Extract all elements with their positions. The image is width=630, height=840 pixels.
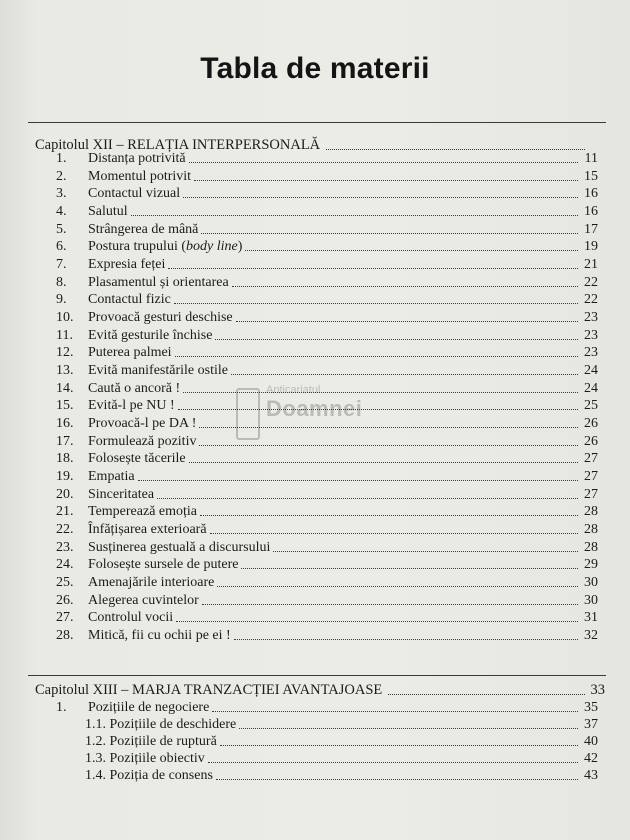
entry-page-number: 22 bbox=[584, 274, 598, 290]
dot-leader bbox=[388, 694, 584, 695]
dot-leader bbox=[210, 533, 578, 534]
entry-number: 12. bbox=[56, 345, 74, 361]
entry-page-number: 23 bbox=[584, 309, 598, 325]
entry-page-number: 42 bbox=[584, 751, 598, 767]
entry-number: 11. bbox=[56, 327, 73, 343]
dot-leader bbox=[183, 197, 578, 198]
entry-number: 2. bbox=[56, 168, 67, 184]
entry-page-number: 17 bbox=[584, 221, 598, 237]
toc-entry[interactable] bbox=[56, 185, 598, 202]
dot-leader bbox=[200, 515, 578, 516]
entry-number: 20. bbox=[56, 486, 74, 502]
chapter-page-number: 33 bbox=[590, 682, 605, 698]
page-title: Tabla de materii bbox=[200, 52, 430, 85]
entry-title: Evită manifestările ostile bbox=[88, 362, 228, 378]
entry-number: 14. bbox=[56, 380, 74, 396]
dot-leader bbox=[157, 498, 578, 499]
toc-entry[interactable] bbox=[85, 716, 598, 733]
entry-title: Evită gesturile închise bbox=[88, 327, 213, 343]
entry-title: Sinceritatea bbox=[88, 486, 155, 502]
entry-page-number: 37 bbox=[584, 717, 598, 733]
dot-leader bbox=[178, 409, 578, 410]
dot-leader bbox=[189, 462, 578, 463]
entry-title: Folosește tăcerile bbox=[88, 451, 186, 467]
entry-title: 1.2. Pozițiile de ruptură bbox=[85, 734, 217, 750]
entry-title: Amenajările interioare bbox=[88, 574, 215, 590]
dot-leader bbox=[236, 321, 578, 322]
section-divider bbox=[28, 675, 606, 676]
entry-page-number: 30 bbox=[584, 574, 598, 590]
entry-page-number: 27 bbox=[584, 468, 598, 484]
entry-number: 9. bbox=[56, 292, 67, 308]
dot-leader bbox=[202, 604, 578, 605]
dot-leader bbox=[239, 728, 578, 729]
toc-entry[interactable] bbox=[56, 397, 598, 414]
entry-page-number: 25 bbox=[584, 398, 598, 414]
toc-entry[interactable] bbox=[56, 574, 598, 591]
entry-page-number: 30 bbox=[584, 592, 598, 608]
toc-entry[interactable] bbox=[56, 203, 598, 220]
entry-number: 18. bbox=[56, 451, 74, 467]
entry-title: Mitică, fii cu ochii pe ei ! bbox=[88, 627, 231, 643]
dot-leader bbox=[175, 356, 578, 357]
entry-title: Pozițiile de negociere bbox=[88, 700, 210, 715]
dot-leader bbox=[273, 551, 578, 552]
entry-number: 13. bbox=[56, 362, 74, 378]
dot-leader bbox=[138, 480, 578, 481]
entry-page-number: 27 bbox=[584, 451, 598, 467]
toc-entry[interactable] bbox=[56, 592, 598, 609]
entry-title: Temperează emoția bbox=[88, 504, 198, 520]
toc-entry[interactable] bbox=[56, 433, 598, 450]
toc-entry[interactable] bbox=[56, 539, 598, 556]
dot-leader bbox=[199, 427, 578, 428]
entry-number: 7. bbox=[56, 256, 67, 272]
entry-title: Contactul vizual bbox=[88, 186, 181, 202]
entry-title: Postura trupului (body line) bbox=[88, 239, 243, 255]
entry-page-number: 28 bbox=[584, 504, 598, 520]
dot-leader bbox=[231, 374, 578, 375]
entry-title: Caută o ancoră ! bbox=[88, 380, 181, 396]
entry-title: Empatia bbox=[88, 468, 135, 484]
dot-leader bbox=[189, 162, 578, 163]
entry-title: Folosește sursele de putere bbox=[88, 557, 239, 573]
entry-page-number: 26 bbox=[584, 415, 598, 431]
entry-number: 27. bbox=[56, 610, 74, 626]
dot-leader bbox=[176, 621, 578, 622]
entry-number: 4. bbox=[56, 203, 67, 219]
entry-number: 21. bbox=[56, 504, 74, 520]
entry-page-number: 23 bbox=[584, 327, 598, 343]
entry-number: 22. bbox=[56, 521, 74, 537]
entry-page-number: 29 bbox=[584, 557, 598, 573]
entry-number: 28. bbox=[56, 627, 74, 643]
entry-page-number: 22 bbox=[584, 292, 598, 308]
toc-entry[interactable] bbox=[56, 274, 598, 291]
entry-title: Înfățișarea exterioară bbox=[88, 521, 207, 537]
toc-entry[interactable] bbox=[56, 309, 598, 326]
watermark-line2: Doamnei bbox=[266, 396, 363, 421]
entry-page-number: 16 bbox=[584, 203, 598, 219]
entry-number: 1. bbox=[56, 700, 67, 715]
toc-entry[interactable] bbox=[56, 150, 598, 167]
toc-entry[interactable] bbox=[85, 733, 598, 750]
entry-page-number: 11 bbox=[584, 151, 598, 166]
entry-number: 25. bbox=[56, 574, 74, 590]
chapter-title: Capitolul XIII – MARJA TRANZACȚIEI AVANTAJOASE bbox=[35, 682, 383, 698]
entry-page-number: 40 bbox=[584, 734, 598, 750]
dot-leader bbox=[245, 250, 578, 251]
dot-leader bbox=[208, 762, 578, 763]
entry-title: Provoacă-l pe DA ! bbox=[88, 415, 197, 431]
entry-title: Susținerea gestuală a discursului bbox=[88, 539, 271, 555]
toc-entry[interactable] bbox=[56, 450, 598, 467]
watermark-line1: Anticariatul bbox=[266, 384, 321, 396]
dot-leader bbox=[174, 303, 578, 304]
chapter-title: Capitolul XII – RELAȚIA INTERPERSONALĂ bbox=[35, 137, 321, 153]
toc-entry[interactable] bbox=[85, 767, 598, 784]
toc-entry[interactable] bbox=[56, 556, 598, 573]
entry-number: 17. bbox=[56, 433, 74, 449]
dot-leader bbox=[212, 711, 578, 712]
entry-page-number: 27 bbox=[584, 486, 598, 502]
section-divider bbox=[28, 122, 606, 123]
dot-leader bbox=[220, 745, 578, 746]
entry-number: 8. bbox=[56, 274, 67, 290]
entry-title: Evită-l pe NU ! bbox=[88, 398, 175, 414]
entry-page-number: 24 bbox=[584, 362, 598, 378]
dot-leader bbox=[217, 586, 578, 587]
entry-title: Plasamentul și orientarea bbox=[88, 274, 229, 290]
dot-leader bbox=[234, 639, 578, 640]
toc-entry[interactable] bbox=[56, 221, 598, 238]
entry-page-number: 16 bbox=[584, 186, 598, 202]
toc-entry[interactable] bbox=[56, 380, 598, 397]
toc-entry[interactable] bbox=[56, 521, 598, 538]
entry-title: Strângerea de mână bbox=[88, 221, 199, 237]
entry-number: 1. bbox=[56, 151, 67, 166]
entry-number: 23. bbox=[56, 539, 74, 555]
entry-number: 10. bbox=[56, 309, 74, 325]
entry-page-number: 26 bbox=[584, 433, 598, 449]
entry-page-number: 15 bbox=[584, 168, 598, 184]
toc-entry[interactable] bbox=[56, 609, 598, 626]
entry-title: Salutul bbox=[88, 203, 128, 219]
entry-page-number: 31 bbox=[584, 610, 598, 626]
entry-number: 3. bbox=[56, 186, 67, 202]
entry-title: Controlul vocii bbox=[88, 610, 174, 626]
dot-leader bbox=[131, 215, 578, 216]
dot-leader bbox=[168, 268, 578, 269]
toc-entry[interactable] bbox=[56, 238, 598, 255]
toc-entry[interactable] bbox=[56, 627, 598, 644]
dot-leader bbox=[232, 286, 578, 287]
entry-number: 5. bbox=[56, 221, 67, 237]
toc-entry[interactable] bbox=[56, 486, 598, 503]
entry-number: 6. bbox=[56, 239, 67, 255]
entry-title: Distanța potrivită bbox=[88, 151, 186, 166]
entry-page-number: 28 bbox=[584, 521, 598, 537]
dot-leader bbox=[199, 445, 578, 446]
toc-entry[interactable] bbox=[56, 291, 598, 308]
dot-leader bbox=[183, 392, 578, 393]
toc-entry[interactable] bbox=[56, 699, 598, 716]
entry-number: 19. bbox=[56, 468, 74, 484]
entry-title: 1.3. Pozițiile obiectiv bbox=[85, 751, 205, 767]
entry-title: Momentul potrivit bbox=[88, 168, 192, 184]
dot-leader bbox=[215, 339, 578, 340]
toc-entry[interactable] bbox=[56, 327, 598, 344]
toc-entry[interactable] bbox=[56, 362, 598, 379]
entry-page-number: 35 bbox=[584, 700, 598, 715]
entry-page-number: 28 bbox=[584, 539, 598, 555]
toc-entry[interactable] bbox=[56, 168, 598, 185]
entry-page-number: 19 bbox=[584, 239, 598, 255]
dot-leader bbox=[241, 568, 578, 569]
toc-entry[interactable] bbox=[56, 256, 598, 273]
toc-entry[interactable] bbox=[56, 468, 598, 485]
toc-entry[interactable] bbox=[56, 503, 598, 520]
entry-number: 24. bbox=[56, 557, 74, 573]
toc-entry[interactable] bbox=[56, 344, 598, 361]
chapter-heading[interactable] bbox=[35, 681, 605, 699]
dot-leader bbox=[194, 180, 578, 181]
entry-page-number: 24 bbox=[584, 380, 598, 396]
entry-title: Provoacă gesturi deschise bbox=[88, 309, 233, 325]
entry-title: 1.4. Poziția de consens bbox=[85, 768, 213, 784]
entry-page-number: 43 bbox=[584, 768, 598, 784]
entry-title: Puterea palmei bbox=[88, 345, 172, 361]
entry-title: Expresia feței bbox=[88, 256, 166, 272]
entry-number: 26. bbox=[56, 592, 74, 608]
toc-entry[interactable] bbox=[85, 750, 598, 767]
entry-page-number: 32 bbox=[584, 627, 598, 643]
entry-page-number: 23 bbox=[584, 345, 598, 361]
entry-number: 15. bbox=[56, 398, 74, 414]
dot-leader bbox=[201, 233, 578, 234]
entry-title: Alegerea cuvintelor bbox=[88, 592, 199, 608]
entry-number: 16. bbox=[56, 415, 74, 431]
entry-title: Contactul fizic bbox=[88, 292, 171, 308]
dot-leader bbox=[216, 779, 578, 780]
entry-title: 1.1. Pozițiile de deschidere bbox=[85, 717, 237, 733]
entry-page-number: 21 bbox=[584, 256, 598, 272]
toc-entry[interactable] bbox=[56, 415, 598, 432]
entry-title: Formulează pozitiv bbox=[88, 433, 197, 449]
